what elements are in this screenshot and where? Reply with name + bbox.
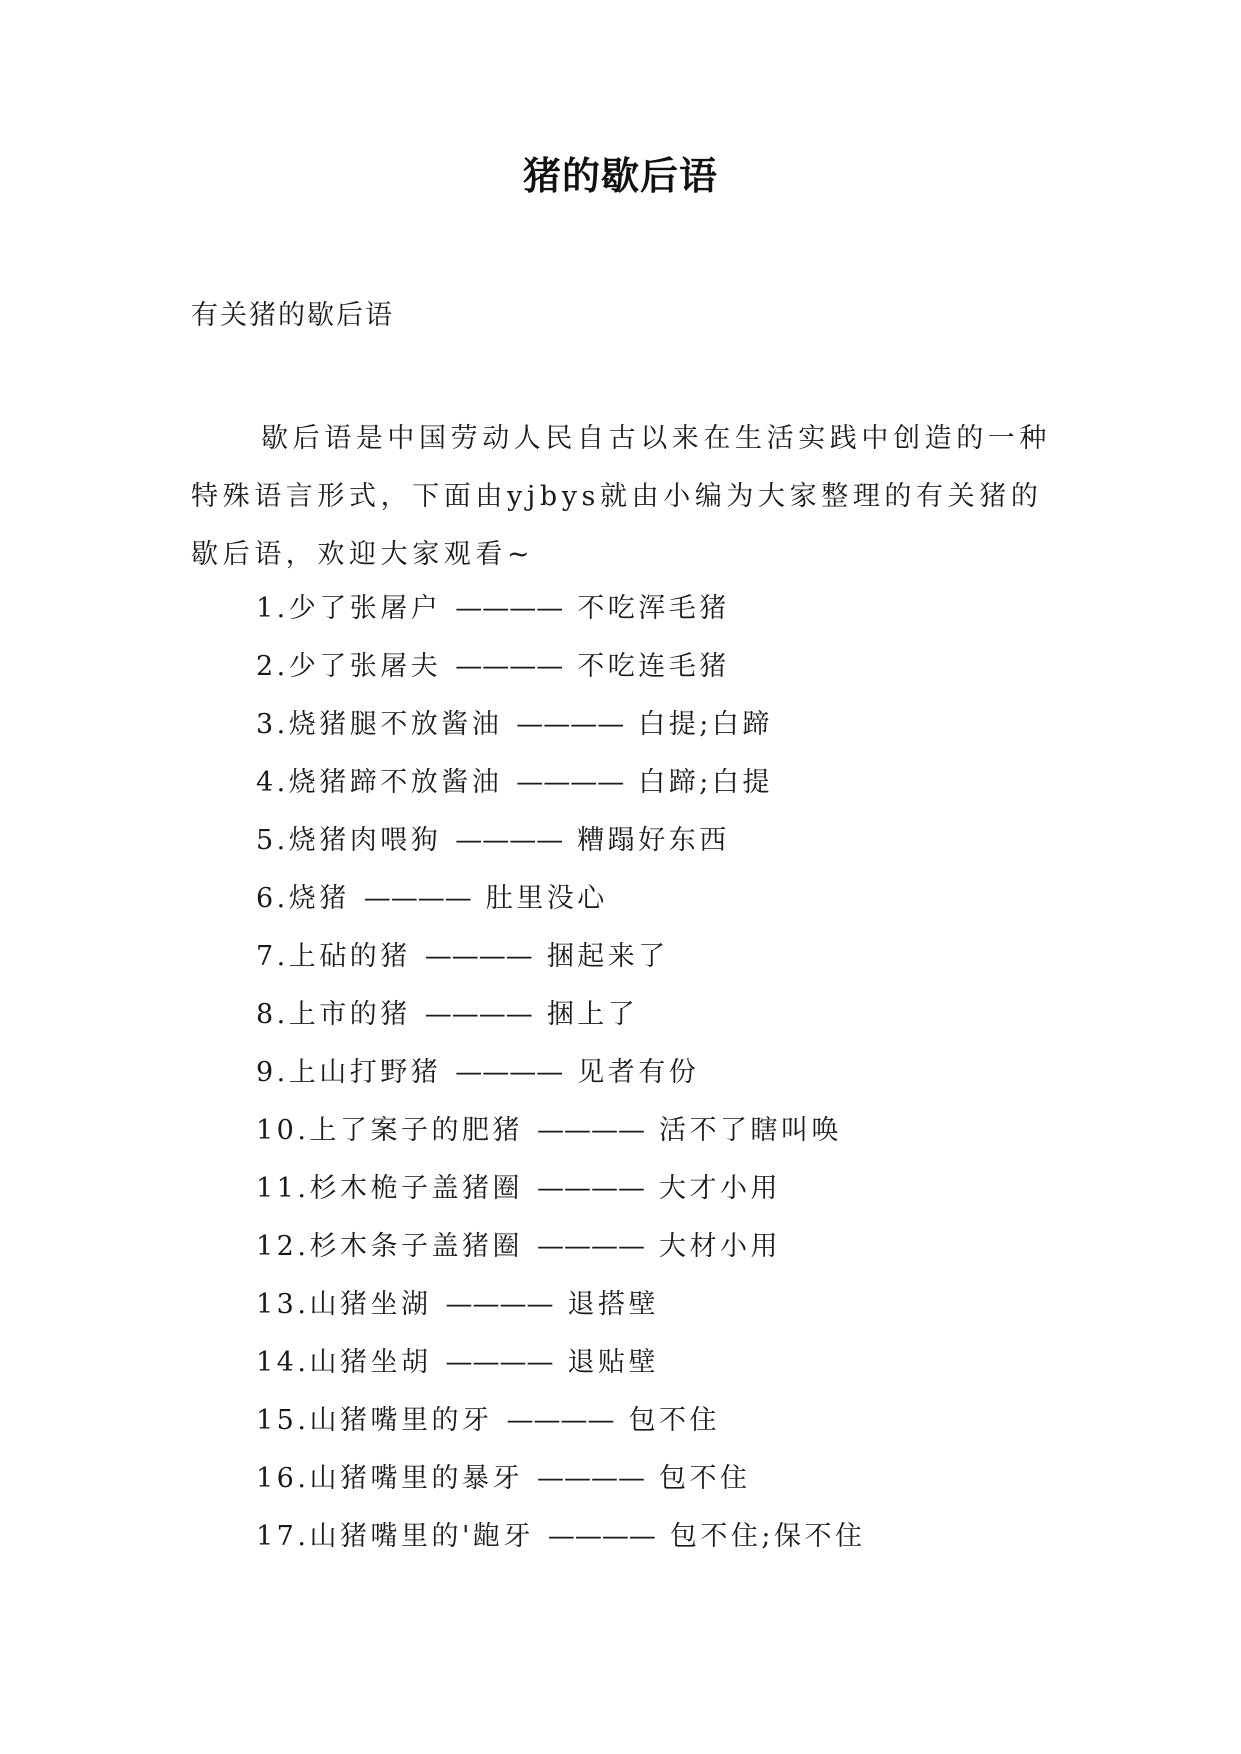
item-separator: ———— [455, 651, 564, 682]
item-separator: ———— [536, 1173, 645, 1204]
item-number: 4. [256, 767, 289, 798]
item-number: 17. [256, 1521, 310, 1552]
item-separator: ———— [455, 593, 564, 624]
item-front: 上了案子的肥猪 [309, 1115, 523, 1146]
list-item [256, 870, 866, 928]
item-number: 9. [256, 1057, 289, 1088]
list-item [256, 638, 866, 696]
document-title: 猪的歇后语 [522, 153, 718, 198]
item-separator: ———— [536, 1463, 645, 1494]
item-number: 1. [256, 593, 289, 624]
item-number: 11. [256, 1173, 310, 1204]
item-front: 烧猪腿不放酱油 [288, 709, 503, 740]
item-back: 包不住 [628, 1405, 720, 1436]
item-back: 白蹄;白提 [638, 767, 773, 798]
item-front: 上山打野猪 [288, 1057, 442, 1088]
item-number: 12. [256, 1231, 310, 1262]
item-back: 捆上了 [546, 999, 639, 1030]
item-front: 烧猪蹄不放酱油 [288, 767, 503, 798]
item-number: 2. [256, 651, 289, 682]
item-back: 捆起来了 [546, 941, 669, 972]
item-back: 白提;白蹄 [638, 709, 773, 740]
item-separator: ———— [516, 709, 625, 740]
item-number: 6. [256, 883, 289, 914]
item-number: 14. [256, 1347, 310, 1378]
item-separator: ———— [516, 767, 625, 798]
item-separator: ———— [445, 1347, 554, 1378]
item-back: 活不了瞎叫唤 [658, 1115, 842, 1146]
item-separator: ———— [547, 1521, 656, 1552]
list-item [256, 1508, 866, 1566]
item-front: 杉木条子盖猪圈 [309, 1231, 523, 1262]
item-front: 山猪嘴里的牙 [309, 1405, 493, 1436]
item-front: 少了张屠户 [288, 593, 442, 624]
list-item [256, 812, 866, 870]
item-front: 山猪嘴里的暴牙 [309, 1463, 523, 1494]
item-separator: ———— [506, 1405, 615, 1436]
item-front: 山猪嘴里的'龅牙 [309, 1521, 534, 1552]
item-separator: ———— [536, 1115, 645, 1146]
list-item [256, 1276, 866, 1334]
list-item [256, 1450, 866, 1508]
item-number: 10. [256, 1115, 310, 1146]
item-front: 山猪坐胡 [309, 1347, 432, 1378]
list-item [256, 928, 866, 986]
item-separator: ———— [455, 825, 564, 856]
item-back: 大才小用 [658, 1173, 781, 1204]
list-item [256, 696, 866, 754]
item-separator: ———— [363, 883, 472, 914]
item-separator: ———— [445, 1289, 554, 1320]
item-back: 大材小用 [658, 1231, 781, 1262]
item-number: 16. [256, 1463, 310, 1494]
item-separator: ———— [424, 999, 533, 1030]
item-number: 5. [256, 825, 289, 856]
item-front: 烧猪 [288, 883, 350, 914]
list-item [256, 754, 866, 812]
list-item [256, 986, 866, 1044]
item-back: 不吃浑毛猪 [577, 593, 730, 624]
item-back: 包不住 [658, 1463, 751, 1494]
item-front: 烧猪肉喂狗 [288, 825, 442, 856]
item-number: 8. [256, 999, 289, 1030]
intro-paragraph: 歇后语是中国劳动人民自古以来在生活实践中创造的一种特殊语言形式，下面由yjbys就由小编为大家整理的有关猪的歇后语，欢迎大家观看~ [191, 423, 1051, 570]
xiehouyu-list [256, 580, 866, 1566]
item-back: 退贴壁 [567, 1347, 659, 1378]
item-separator: ———— [424, 941, 533, 972]
list-item [256, 1334, 866, 1392]
list-item [256, 1044, 866, 1102]
item-number: 15. [256, 1405, 310, 1436]
item-front: 上砧的猪 [288, 941, 411, 972]
item-number: 13. [256, 1289, 310, 1320]
list-item [256, 1392, 866, 1450]
item-back: 退搭壁 [567, 1289, 659, 1320]
list-item [256, 1102, 866, 1160]
item-back: 糟蹋好东西 [577, 825, 730, 856]
item-back: 见者有份 [577, 1057, 700, 1088]
item-back: 不吃连毛猪 [577, 651, 730, 682]
list-item [256, 580, 866, 638]
document-subtitle: 有关猪的歇后语 [191, 300, 394, 331]
item-front: 山猪坐湖 [309, 1289, 432, 1320]
item-separator: ———— [536, 1231, 645, 1262]
item-separator: ———— [455, 1057, 564, 1088]
item-number: 7. [256, 941, 289, 972]
item-front: 上市的猪 [288, 999, 411, 1030]
item-number: 3. [256, 709, 289, 740]
list-item [256, 1160, 866, 1218]
item-back: 肚里没心 [485, 883, 608, 914]
item-front: 少了张屠夫 [288, 651, 442, 682]
item-front: 杉木桅子盖猪圈 [309, 1173, 523, 1204]
list-item [256, 1218, 866, 1276]
item-back: 包不住;保不住 [669, 1521, 866, 1552]
